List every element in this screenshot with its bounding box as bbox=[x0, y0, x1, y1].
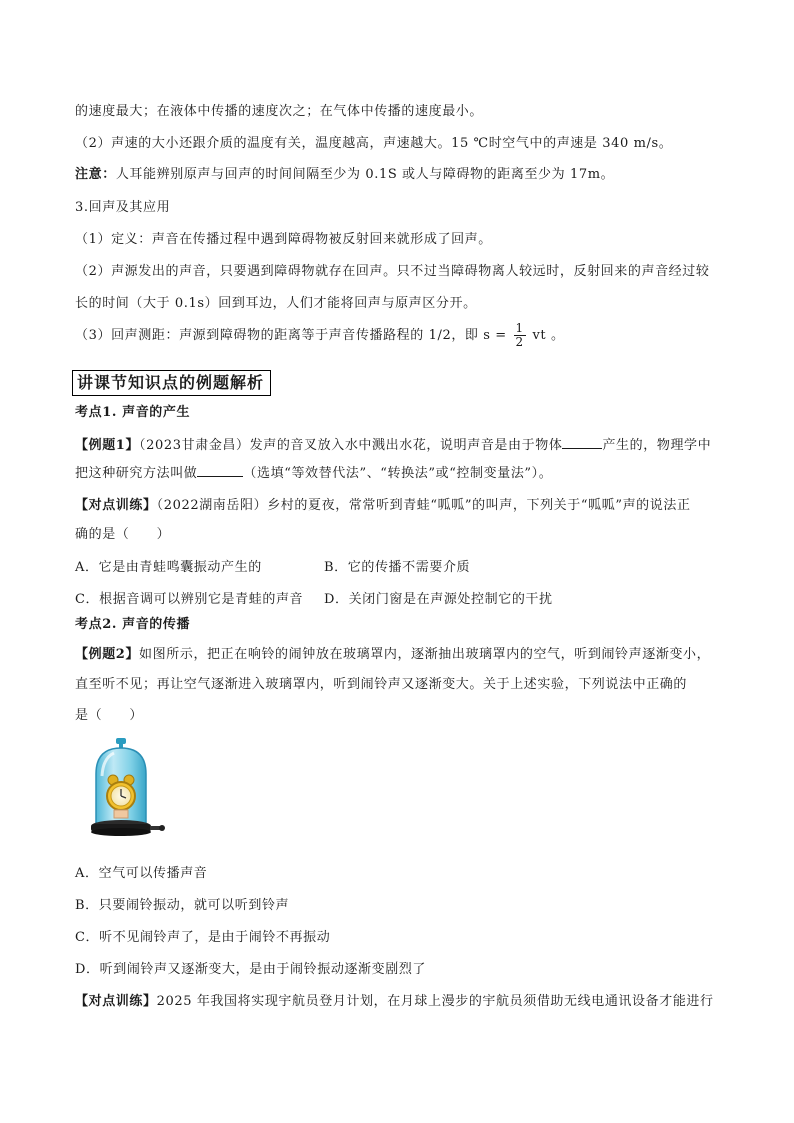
formula-s: s = bbox=[483, 328, 507, 343]
option-d[interactable]: D．关闭门窗是在声源处控制它的干扰 bbox=[324, 592, 553, 607]
training2-tag: 【对点训练】 bbox=[75, 994, 157, 1009]
note-text: 人耳能辨别原声与回声的时间间隔至少为 0.1S 或人与障碍物的距离至少为 17m。 bbox=[115, 167, 615, 182]
example1-line bbox=[75, 436, 711, 454]
section-heading: 讲课节知识点的例题解析 bbox=[72, 370, 271, 396]
note-line bbox=[75, 167, 614, 183]
example2-line bbox=[75, 647, 710, 663]
text-line: 长的时间（大于 0.1s）回到耳边，人们才能将回声与原声区分开。 bbox=[75, 296, 477, 311]
bell-jar-alarm-clock-image bbox=[86, 736, 190, 850]
example2-line: 是（ ） bbox=[75, 708, 144, 723]
example1-line bbox=[75, 464, 552, 482]
answer-blank[interactable] bbox=[562, 436, 602, 449]
fraction-numerator: 1 bbox=[515, 321, 524, 335]
fraction bbox=[514, 322, 526, 349]
kaodian2-title: 考点2. 声音的传播 bbox=[75, 617, 191, 632]
example1-text: （2023甘肃金昌）发声的音叉放入水中溅出水花，说明声音是由于物体 bbox=[139, 438, 563, 453]
answer-blank[interactable] bbox=[197, 464, 243, 477]
formula-line bbox=[75, 322, 565, 350]
kaodian1-title: 考点1. 声音的产生 bbox=[75, 405, 191, 420]
option-c[interactable]: C．根据音调可以辨别它是青蛙的声音 bbox=[75, 592, 304, 607]
example2-line: 直至听不见；再让空气逐渐进入玻璃罩内，听到闹铃声又逐渐变大。关于上述实验，下列说法中正确的 bbox=[75, 677, 688, 692]
example1-text: （选填“等效替代法”、“转换法”或“控制变量法”）。 bbox=[243, 466, 553, 481]
option-a[interactable]: A．它是由青蛙鸣囊振动产生的 bbox=[75, 560, 262, 575]
training1-line: 确的是（ ） bbox=[75, 527, 171, 542]
option-c[interactable]: C．听不见闹铃声了，是由于闹铃不再振动 bbox=[75, 930, 331, 945]
option-b[interactable]: B．只要闹铃振动，就可以听到铃声 bbox=[75, 898, 290, 913]
example2-tag: 【例题2】 bbox=[75, 647, 140, 662]
text-line: （2）声源发出的声音，只要遇到障碍物就存在回声。只不过当障碍物离人较远时，反射回来的声音经过较 bbox=[75, 264, 710, 279]
example1-tag: 【例题1】 bbox=[75, 438, 140, 453]
formula-vt: vt 。 bbox=[532, 328, 565, 343]
training2-text: 2025 年我国将实现宇航员登月计划，在月球上漫步的宇航员须借助无线电通讯设备才能进行 bbox=[156, 994, 714, 1009]
training1-tag: 【对点训练】 bbox=[75, 498, 157, 513]
option-b[interactable]: B．它的传播不需要介质 bbox=[324, 560, 471, 575]
text-line: （1）定义：声音在传播过程中遇到障碍物被反射回来就形成了回声。 bbox=[75, 232, 492, 247]
text-line: （2）声速的大小还跟介质的温度有关，温度越高，声速越大。15 ℃时空气中的声速是 340 m/s。 bbox=[75, 136, 673, 151]
training1-text: （2022湖南岳阳）乡村的夏夜，常常听到青蛙“呱呱”的叫声，下列关于“呱呱”声的说法正 bbox=[156, 498, 691, 513]
option-a[interactable]: A．空气可以传播声音 bbox=[75, 866, 208, 881]
subsection-title: 3.回声及其应用 bbox=[75, 200, 171, 215]
example1-text: 产生的，物理学中 bbox=[602, 438, 712, 453]
training2-line bbox=[75, 994, 714, 1010]
text-line: 的速度最大；在液体中传播的速度次之；在气体中传播的速度最小。 bbox=[75, 104, 484, 119]
note-label: 注意： bbox=[75, 167, 116, 182]
training1-line bbox=[75, 498, 691, 514]
formula-text: （3）回声测距：声源到障碍物的距离等于声音传播路程的 1/2，即 bbox=[75, 328, 479, 343]
fraction-denominator: 2 bbox=[515, 335, 524, 349]
example1-text: 把这种研究方法叫做 bbox=[75, 466, 198, 481]
option-d[interactable]: D．听到闹铃声又逐渐变大，是由于闹铃振动逐渐变剧烈了 bbox=[75, 962, 427, 977]
example2-text: 如图所示，把正在响铃的闹钟放在玻璃罩内，逐渐抽出玻璃罩内的空气，听到闹铃声逐渐变小， bbox=[139, 647, 711, 662]
